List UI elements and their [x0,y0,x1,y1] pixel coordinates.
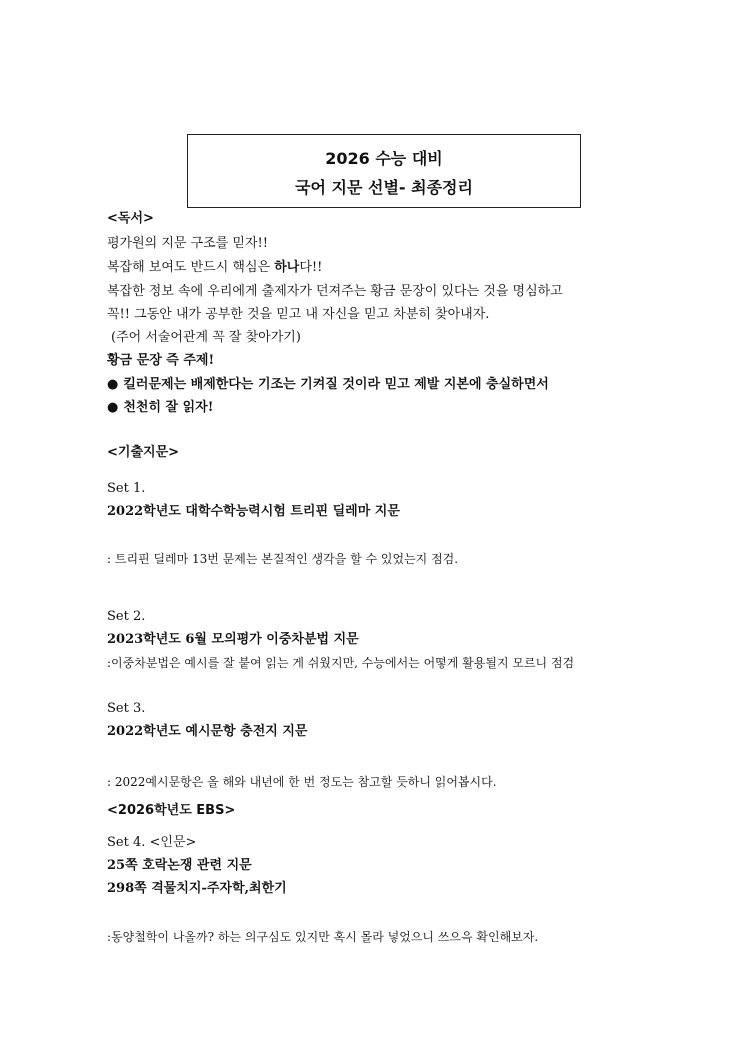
bullet-icon: ● [107,400,119,415]
reading-bullet-1 [107,376,549,394]
reading-heading: <독서> [107,211,154,226]
set1-label: Set 1. [107,481,146,496]
set2-note: :이중차분법은 예시를 잘 붙여 읽는 게 쉬웠지만, 수능에서는 어떻게 활용될지 모르니 점검 [107,656,575,670]
set1-note: : 트리핀 딜레마 13번 문제는 본질적인 생각을 할 수 있었는지 점검. [107,552,459,566]
reading-bullet-1-text: 킬러문제는 배제한다는 기조는 기켜질 것이라 믿고 제발 지본에 충실하면서 [123,377,549,392]
reading-line-4: 꼭!! 그동안 내가 공부한 것을 믿고 내 자신을 믿고 차분히 찾아내자. [107,307,490,322]
set3-label: Set 3. [107,701,146,716]
reading-line-2-suffix: 다!! [299,260,323,275]
reading-line-2-bold: 하나 [274,260,300,275]
reading-line-6: 황금 문장 즉 주제! [107,353,215,368]
bullet-icon: ● [107,377,119,392]
reading-line-5: (주어 서술어관계 꼭 잘 찾아가기) [111,330,301,345]
set4-note: :동양철학이 나올까? 하는 의구심도 있지만 혹시 몰라 넣었으니 쓰으윽 확인해보자. [107,930,539,944]
reading-line-2-prefix: 복잡해 보여도 반드시 핵심은 [107,260,275,275]
reading-bullet-2-text: 천천히 잘 읽자! [123,400,214,415]
set4-item-2: 298쪽 격물치지-주자학,최한기 [107,881,287,896]
reading-line-3: 복잡한 정보 속에 우리에게 출제자가 던져주는 황금 문장이 있다는 것을 명심하고 [107,284,563,299]
past-exams-heading: <기출지문> [107,445,180,460]
reading-line-2 [107,259,322,277]
document-title-line2: 국어 지문 선별- 최종정리 [295,178,473,197]
set1-title: 2022학년도 대학수학능력시험 트리핀 딜레마 지문 [107,504,400,519]
reading-bullet-2 [107,399,213,417]
set2-title: 2023학년도 6월 모의평가 이중차분법 지문 [107,632,359,647]
set3-title: 2022학년도 예시문항 충전지 지문 [107,724,308,739]
set3-note: : 2022예시문항은 올 해와 내년에 한 번 정도는 참고할 듯하니 읽어봅시다. [107,775,497,789]
set4-label: Set 4. <인문> [107,835,197,850]
set4-item-1: 25쪽 호락논쟁 관련 지문 [107,858,252,873]
document-title-line1: 2026 수능 대비 [325,149,443,168]
ebs-heading: <2026학년도 EBS> [107,803,236,818]
title-box [187,134,581,208]
reading-line-1: 평가원의 지문 구조를 믿자!! [107,236,268,251]
set2-label: Set 2. [107,609,146,624]
